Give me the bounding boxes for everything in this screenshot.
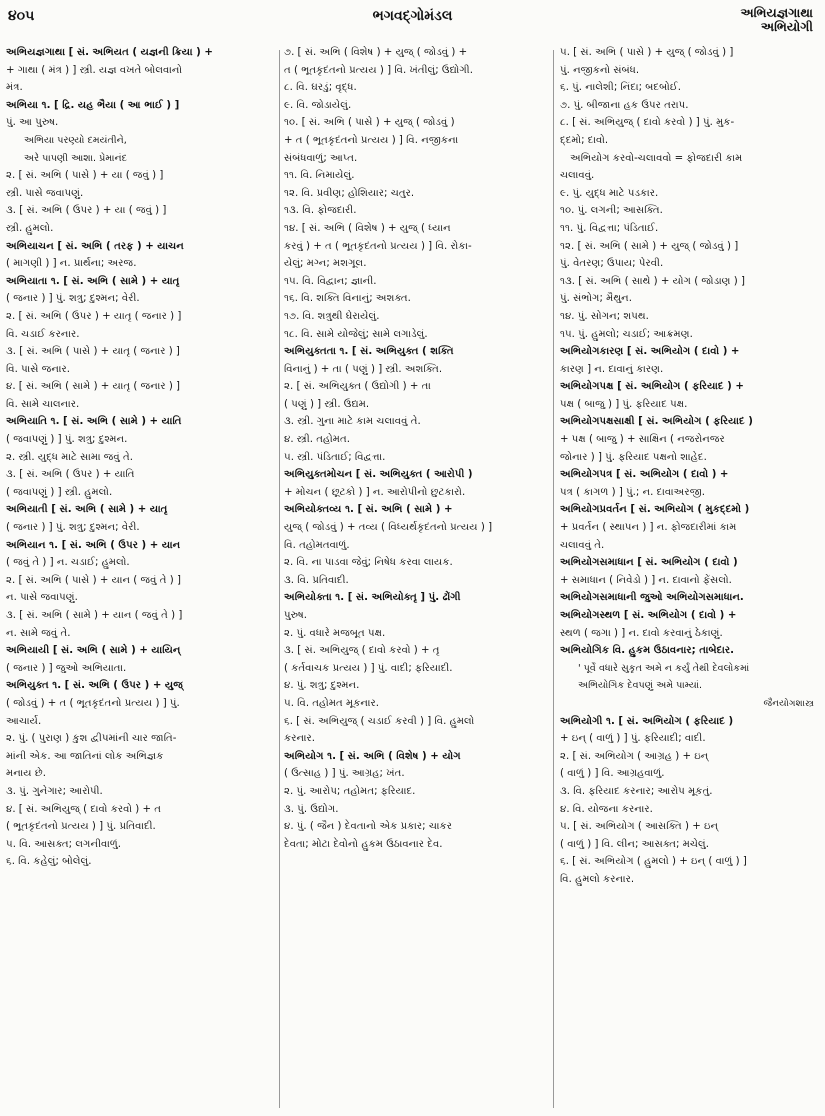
entry-line: ૫. [ સં. અભિ ( પાસે ) + યુજ્ ( જોડવું ) ]: [560, 47, 734, 58]
entry-line: પત્ર ( કાગળ ) ] પું.; ન. દાવાઅરજી.: [560, 486, 706, 498]
entry-line: ૩. [ સં. અભિ ( પાસે ) + યાતૃ ( જનાર ) ]: [6, 346, 180, 358]
entry-headword-line: અભિયાતા ૧. [ સં. અભિ ( સામે ) + યાતૃ: [6, 275, 180, 287]
entry-line: ૧૮. વિ. સામે યોજેલું; સામે લગાડેલું.: [284, 328, 428, 340]
column-right: [560, 44, 818, 1112]
entry-line: ૩. વિ. પ્રતિવાદી.: [284, 574, 349, 586]
entry-line: ( જવાપણું ) ] પું. શત્રુ; દુશ્મન.: [6, 434, 128, 446]
entry-line: સ્ત્રી. પાસે જવાપણું.: [6, 187, 84, 199]
entry-line: ૬. પું. નાલેશી; નિંદા; બદબોઈ.: [560, 82, 681, 94]
entry-headword-line: અભિયોગી ૧. [ સં. અભિયોગ ( ફરિયાદ ): [560, 715, 734, 727]
entry-line: ૧૧. પું. વિદ્વત્તા; પંડિતાઈ.: [560, 222, 659, 234]
entry-line: ૨. પું. આરોપ; તહોમત; ફરિયાદ.: [284, 785, 416, 797]
entry-line: ૩. [ સં. અભિ ( ઉપર ) + યાતિ: [6, 469, 135, 481]
column-middle: [284, 44, 550, 1112]
entry-line: ૧૭. વિ. શત્રુથી ઘેરાયેલું.: [284, 310, 380, 322]
entry-line: કરવું ) + ત ( ભૂતકૃદંતનો પ્રત્યય ) ] વિ. રોકા-: [284, 240, 472, 252]
entry-line: ( વાળું ) ] વિ. આગ્રહવાળું.: [560, 768, 665, 780]
entry-line: કરનાર.: [284, 733, 316, 745]
entry-headword-line: અભિયજ્ઞગાથા [ સં. અભિયત ( યજ્ઞની ક્રિયા ) +: [6, 47, 213, 58]
entry-line: ૬. વિ. કહેલું; બોલેલું.: [6, 856, 92, 868]
entry-headword-line: અભિયોગસ્થળ [ સં. અભિયોગ ( દાવો ) +: [560, 610, 737, 621]
entry-line: સ્ત્રી. હુમલો.: [6, 222, 54, 234]
entry-headword-line: અભિયોગપક્ષ [ સં. અભિયોગ ( ફરિયાદ ) +: [560, 381, 744, 393]
entry-line: ૮. વિ. ઘરડું; વૃદ્ધ.: [284, 82, 357, 94]
entry-line: ૯. વિ. જોડાયેલું.: [284, 99, 352, 111]
guide-word-first: અભિયજ્ઞગાથા: [740, 5, 813, 20]
page-header: [0, 0, 825, 40]
entry-line: ૩. [ સં. અભિયુજ્ ( દાવો કરવો ) + તૃ: [284, 645, 440, 657]
quotation-source: જૈનયોગશાસ્ત્ર: [763, 697, 814, 709]
entry-headword-line: અભિયુક્ત ૧. [ સં. અભિ ( ઉપર ) + યુજ્: [6, 680, 183, 692]
entry-line: વિ. પાસે જનાર.: [6, 363, 70, 375]
entry-line: ૪. પું. શત્રુ; દુશ્મન.: [284, 680, 360, 692]
quotation-line: ' પૂર્વે વધારે સુકૃત અમે ન કર્યું તેથી દેવલોકમાં: [578, 662, 750, 674]
entry-line: પું. સંભોગ; મૈથુન.: [560, 293, 632, 305]
entry-line: ( જોડવું ) + ત ( ભૂતકૃદંતનો પ્રત્યય ) ] પું.: [6, 697, 180, 709]
entry-line: ( વાળું ) ] વિ. લીન; આસક્ત; મચેલું.: [560, 838, 710, 850]
entry-line: વિનાનું ) + તા ( પણું ) ] સ્ત્રી. અશક્તિ.: [284, 363, 443, 375]
entry-line: ૪. પું. ( જૈન ) દેવતાનો એક પ્રકાર; ચાકર: [284, 821, 452, 833]
entry-headword-line: અભિયુક્તમોચન [ સં. અભિયુક્ત ( આરોપી ): [284, 469, 473, 481]
entry-line: ત ( ભૂતકૃદંતનો પ્રત્યય ) ] વિ. ખંતીલું; ઉદ્યોગી.: [284, 64, 473, 76]
entry-line: ૩. [ સં. અભિ ( ઉપર ) + યા ( જવું ) ]: [6, 205, 167, 217]
entry-line: પું. નજીકનો સંબંધ.: [560, 64, 640, 76]
guide-word-last: અભિયોગી: [760, 19, 813, 34]
entry-line: ૨. સ્ત્રી. યુદ્ધ માટે સામા જવું તે.: [6, 451, 134, 463]
entry-line: ૧૫. વિ. વિદ્વાન; જ્ઞાની.: [284, 275, 377, 287]
quotation-line: અરે પાપણી આશા. પ્રેમાનંદ: [24, 152, 128, 164]
entry-line: ૭. [ સં. અભિ ( વિશેષ ) + યુજ્ ( જોડવું ) +: [284, 47, 468, 58]
entry-line: ૨. પું. વધારે મજબૂત પક્ષ.: [284, 627, 386, 639]
entry-line: સ્થળ ( જગા ) ] ન. દાવો કરવાનું ઠેકાણું.: [560, 627, 723, 639]
entry-line: ૪. સ્ત્રી. તહોમત.: [284, 434, 350, 446]
entry-headword-line: અભિયાચન [ સં. અભિ ( તરફ ) + યાચન: [6, 240, 184, 252]
entry-line: પું. આ પુરુષ.: [6, 117, 59, 129]
entry-line: સંબંધવાળું; આપ્ત.: [284, 152, 358, 164]
entry-line: ૩. વિ. ફરિયાદ કરનાર; આરોપ મૂકતું.: [560, 785, 713, 797]
entry-line: વિ. હુમલો કરનાર.: [560, 873, 635, 885]
entry-line: + ગાથા ( મંત્ર ) ] સ્ત્રી. યજ્ઞ વખતે બોલવાનો: [6, 64, 183, 76]
entry-headword-line: અભિયાયી [ સં. અભિ ( સામે ) + યાયિન્: [6, 645, 181, 657]
entry-line: ૧૨. [ સં. અભિ ( સામે ) + યુજ્ ( જોડવું ) ]: [560, 240, 739, 252]
entry-headword-line: અભિયોગકારણ [ સં. અભિયોગ ( દાવો ) +: [560, 346, 740, 358]
entry-headword-line: અભિયોગસમાધાની જુઓ અભિયોગસમાધાન.: [560, 592, 744, 604]
entry-headword-line: અભિયોક્તવ્ય ૧. [ સં. અભિ ( સામે ) +: [284, 504, 453, 516]
entry-line: ન. સામે જવું તે.: [6, 627, 71, 639]
quotation-line: અભિયા પરણ્યો દમયંતીને,: [24, 134, 127, 146]
entry-line: ૫. [ સં. અભિયોગ ( આસક્તિ ) + ઇન્: [560, 821, 719, 833]
entry-columns: [6, 44, 821, 1112]
entry-line: યેલું; મગ્ન; મશગૂલ.: [284, 258, 367, 270]
entry-line: જોનાર ) ] પું. ફરિયાદ પક્ષનો શાહેદ.: [560, 451, 707, 463]
entry-line: પુરુષ.: [284, 610, 308, 621]
entry-line: ૨. પું. ( પુરાણ ) કુશ દ્વીપમાંની ચાર જાતિ-: [6, 733, 177, 745]
entry-line: ૧૦. [ સં. અભિ ( પાસે ) + યુજ્ ( જોડવું ): [284, 117, 455, 129]
entry-line: ૩. પું. ગુનેગાર; આરોપી.: [6, 785, 103, 797]
entry-line: ( જનાર ) ] જુઓ અભિયાતા.: [6, 662, 127, 674]
entry-line: ૨. [ સં. અભિયુક્ત ( ઉદ્યોગી ) + તા: [284, 381, 431, 393]
entry-line: ( જવું તે ) ] ન. ચડાઈ; હુમલો.: [6, 557, 130, 569]
entry-line: ૪. [ સં. અભિ ( સામે ) + યાતૃ ( જનાર ) ]: [6, 381, 181, 393]
entry-headword-line: અભિયોગસમાધાન [ સં. અભિયોગ ( દાવો ): [560, 557, 738, 569]
entry-headword-line: અભિયોગપક્ષસાક્ષી [ સં. અભિયોગ ( ફરિયાદ ): [560, 416, 753, 428]
entry-headword-line: અભિયાતી [ સં. અભિ ( સામે ) + યાતૃ: [6, 504, 168, 516]
entry-line: ( પણું ) ] સ્ત્રી. ઉદ્યમ.: [284, 398, 370, 410]
entry-line: ૧૫. પું. હુમલો; ચડાઈ; આક્રમણ.: [560, 328, 693, 340]
entry-headword-line: અભિયા ૧. [ દ્રિ. યહ ભૈયા ( આ ભાઈ ) ]: [6, 99, 180, 111]
entry-line: + ત ( ભૂતકૃદંતનો પ્રત્યય ) ] વિ. નજીકના: [284, 134, 459, 146]
entry-line: ૩. સ્ત્રી. ગુના માટે કામ ચલાવવું તે.: [284, 416, 421, 428]
entry-line: ૨. [ સં. અભિ ( ઉપર ) + યાતૃ ( જનાર ) ]: [6, 310, 182, 322]
entry-line: વિ. ચડાઈ કરનાર.: [6, 328, 80, 340]
entry-line: અભિયોગ કરવો-ચલાવવો = ફોજદારી કામ: [570, 152, 743, 164]
entry-headword-line: અભિયુક્તતા ૧. [ સં. અભિયુક્ત ( શક્તિ: [284, 346, 454, 358]
entry-line: ૫. વિ. તહોમત મૂકનાર.: [284, 697, 379, 709]
entry-line: યુજ્ ( જોડવું ) + તવ્ય ( વિધ્યર્થકૃદંતનો પ્રત્યય ) ]: [284, 522, 493, 534]
entry-line: ૪. [ સં. અભિયુજ્ ( દાવો કરવો ) + ત: [6, 803, 162, 815]
quotation-line: અભિયોગિક દેવપણું અમે પામ્યાં.: [578, 680, 703, 692]
guide-words: [740, 6, 813, 34]
entry-line: ૫. વિ. આસક્ત; લગનીવાળું.: [6, 838, 122, 850]
entry-line: પક્ષ ( બાજુ ) ] પું. ફરિયાદ પક્ષ.: [560, 398, 688, 410]
entry-line: ( ઉત્સાહ ) ] પું. આગ્રહ; ખંત.: [284, 768, 405, 780]
entry-line: ન. પાસે જવાપણું.: [6, 592, 78, 604]
entry-line: વિ. તહોમતવાળું.: [284, 539, 350, 551]
column-left: [6, 44, 274, 1112]
entry-line: ( કર્તવાચક પ્રત્યય ) ] પું. વાદી; ફરિયાદી.: [284, 662, 453, 674]
entry-line: ( જનાર ) ] પું. શત્રુ; દુશ્મન; વેરી.: [6, 522, 140, 534]
entry-line: ૧૪. પું. સોગન; શપથ.: [560, 310, 649, 322]
entry-line: ૧૬. વિ. શક્તિ વિનાનું; અશક્ત.: [284, 293, 411, 305]
entry-line: ૩. પું. ઉદ્યોગ.: [284, 803, 339, 815]
entry-line: ૩. [ સં. અભિ ( સામે ) + યાન ( જવું તે ) ]: [6, 610, 183, 621]
entry-line: + પક્ષ ( બાજુ ) + સાક્ષિન ( નજરોનજર: [560, 434, 725, 446]
entry-line: ( જનાર ) ] પું. શત્રુ; દુશ્મન; વેરી.: [6, 293, 140, 305]
entry-line: ૬. [ સં. અભિયુજ્ ( ચડાઈ કરવી ) ] વિ. હુમલો: [284, 715, 475, 727]
entry-line: ૭. પું. બીજાના હક ઉપર તરાપ.: [560, 99, 689, 111]
entry-line: ૧૩. [ સં. અભિ ( સાથે ) + યોગ ( જોડાણ ) ]: [560, 275, 745, 287]
entry-line: પું. વેતરણ; ઉપાય; પેરવી.: [560, 258, 664, 270]
entry-line: ૧૨. વિ. પ્રવીણ; હોશિયાર; ચતુર.: [284, 187, 415, 199]
page-number: ૪૦૫: [8, 8, 35, 24]
entry-line: ( ભૂતકૃદંતનો પ્રત્યય ) ] પું. પ્રતિવાદી.: [6, 821, 156, 833]
entry-line: ૨. [ સં. અભિ ( પાસે ) + યા ( જવું ) ]: [6, 170, 164, 182]
entry-headword-line: અભિયોગપ્રવર્તન [ સં. અભિયોગ ( મુકદ્દમો ): [560, 504, 750, 516]
entry-headword-line: અભિયાન ૧. [ સં. અભિ ( ઉપર ) + યાન: [6, 539, 181, 551]
entry-line: ૮. [ સં. અભિયુજ્ ( દાવો કરવો ) ] પું. મુક-: [560, 117, 735, 129]
dictionary-title: ભગવદ્ગોમંડલ: [372, 8, 453, 24]
entry-headword-line: અભિયોગિક વિ. હુકમ ઉઠાવનાર; તાબેદાર.: [560, 645, 735, 657]
entry-line: કારણ ] ન. દાવાનું કારણ.: [560, 363, 664, 375]
entry-line: ચલાવવું તે.: [560, 539, 605, 551]
entry-line: ૧૦. પું. લગની; આસક્તિ.: [560, 205, 663, 217]
entry-headword-line: અભિયોગ ૧. [ સં. અભિ ( વિશેષ ) + યોગ: [284, 750, 461, 762]
entry-line: ૨. [ સં. અભિ ( પાસે ) + યાન ( જવું તે ) ]: [6, 574, 181, 586]
entry-headword-line: અભિયોક્તા ૧. [ સં. અભિયોક્તૃ ] પું. ઢોંગી: [284, 592, 461, 604]
entry-line: ૬. [ સં. અભિયોગ ( હુમલો ) + ઇન્ ( વાળું ) ]: [560, 856, 747, 868]
entry-line: માંની એક. આ જાતિનાં લોક અભિજ્ઞક: [6, 750, 164, 762]
entry-line: + મોચન ( છૂટકો ) ] ન. આરોપીનો છુટકારો.: [284, 486, 466, 498]
entry-line: ૨. [ સં. અભિયોગ ( આગ્રહ ) + ઇન્: [560, 750, 709, 762]
entry-line: ૧૪. [ સં. અભિ ( વિશેષ ) + યુજ્ ( ધ્યાન: [284, 222, 451, 234]
entry-headword-line: અભિયાતિ ૧. [ સં. અભિ ( સામે ) + યાતિ: [6, 416, 182, 428]
entry-line: આચાર્ય.: [6, 715, 42, 727]
entry-line: દેવતા; મોટા દેવોનો હુકમ ઉઠાવનાર દેવ.: [284, 838, 443, 850]
entry-line: ( જવાપણું ) ] સ્ત્રી. હુમલો.: [6, 486, 113, 498]
entry-line: મંત્ર.: [6, 82, 23, 94]
entry-line: ૪. વિ. યોજના કરનાર.: [560, 803, 653, 815]
entry-line: + પ્રવર્તન ( સ્થાપન ) ] ન. ફોજદારીમાં કામ: [560, 522, 737, 534]
entry-line: ( માગણી ) ] ન. પ્રાર્થના; અરજ.: [6, 258, 137, 270]
entry-line: ૫. સ્ત્રી. પંડિતાઈ; વિદ્વત્તા.: [284, 451, 386, 463]
entry-line: ૧૧. વિ. નિમાયેલું.: [284, 170, 355, 182]
entry-line: મનાય છે.: [6, 768, 46, 780]
entry-headword-line: અભિયોગપત્ર [ સં. અભિયોગ ( દાવો ) +: [560, 469, 729, 481]
entry-line: ૧૩. વિ. ફોજદારી.: [284, 205, 357, 217]
entry-line: દ્દમો; દાવો.: [560, 134, 609, 146]
entry-line: + ઇન્ ( વાળું ) ] પું. ફરિયાદી; વાદી.: [560, 733, 706, 745]
entry-line: ચલાવવું.: [560, 170, 595, 182]
entry-line: + સમાધાન ( નિવેડો ) ] ન. દાવાનો ફેંસલો.: [560, 574, 732, 586]
entry-line: ૨. વિ. ના પાડવા જેવું; નિષેધ કરવા લાયક.: [284, 557, 453, 569]
entry-line: વિ. સામે ચાલનાર.: [6, 398, 80, 410]
entry-line: ૯. પું. યુદ્ધ માટે પડકાર.: [560, 187, 659, 199]
